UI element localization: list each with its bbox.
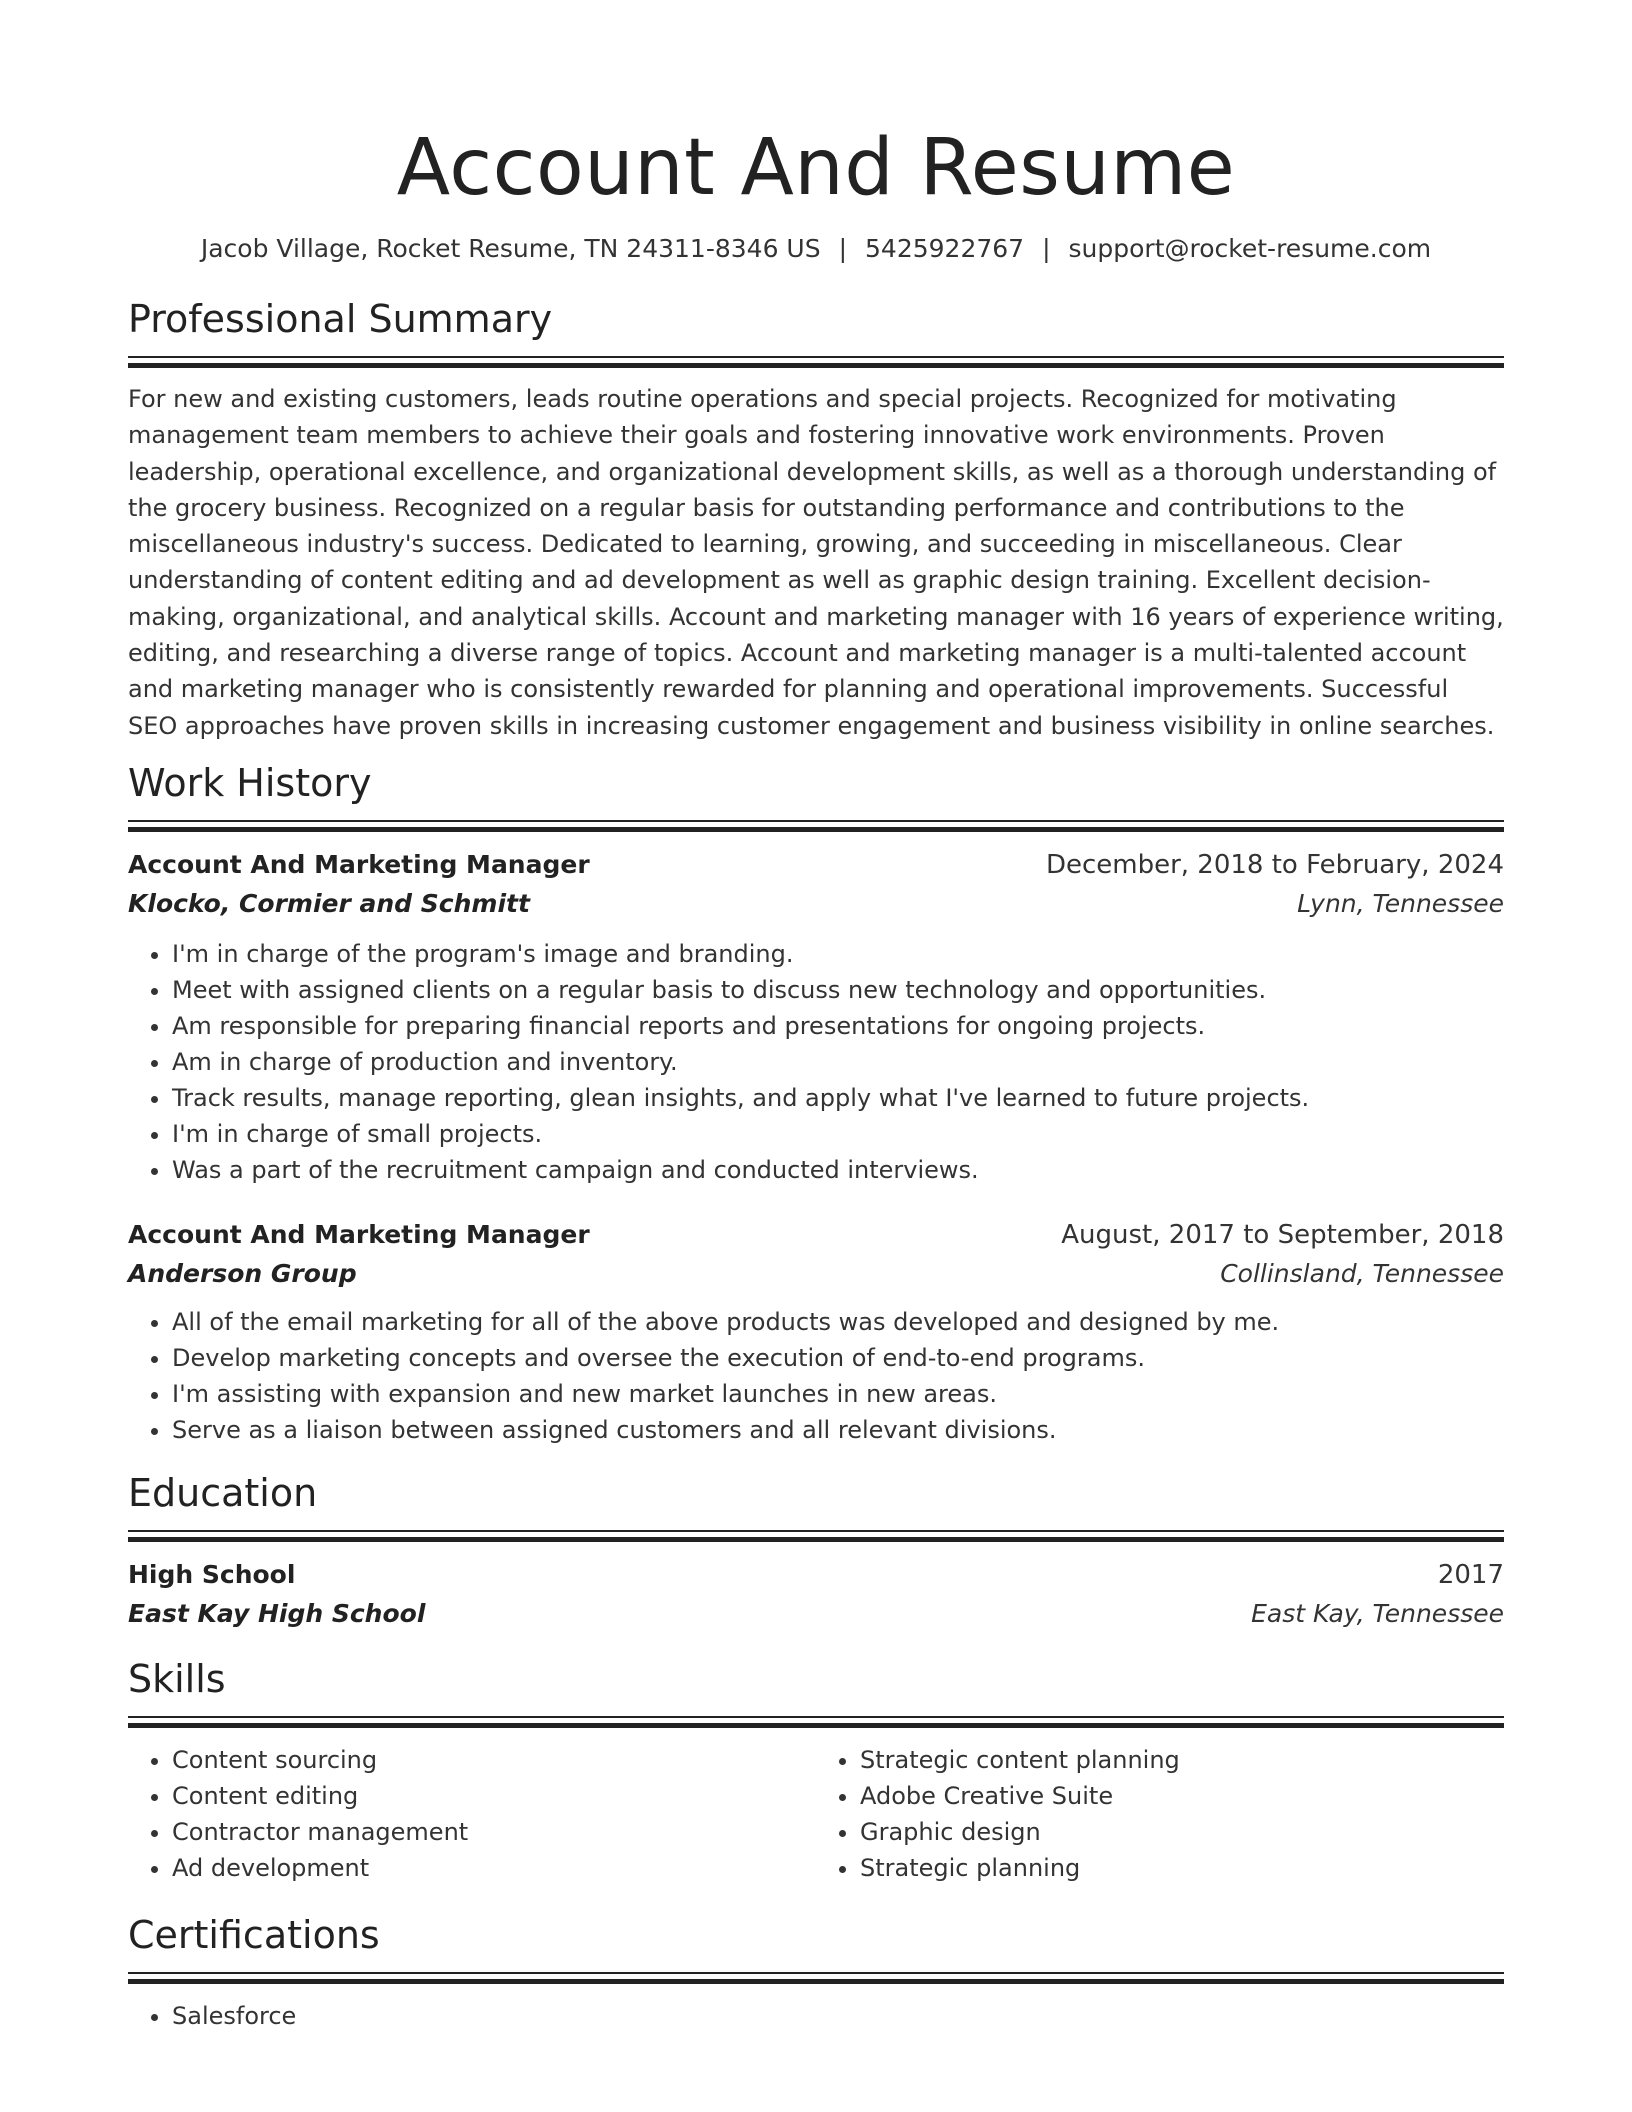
list-item: • Contractor management (172, 1814, 816, 1850)
section-divider (128, 820, 1504, 832)
summary-text: For new and existing customers, leads routine operations and special projects. Recognized for motivating management team members to achieve their goals and fostering innovative work environments. Proven leadership, operational excellence, and organizational development skills, as well as a thorough understanding of the grocery business. Recognized on a regular basis for outstanding performance and contributions to the miscellaneous industry's success. Dedicated to learning, growing, and succeeding in miscellaneous. Clear understanding of content editing and ad development as well as graphic design training. Excellent decision-making, organizational, and analytical skills. Account and marketing manager with 16 years of experience writing, editing, and researching a diverse range of topics. Account and marketing manager is a multi-talented account and marketing manager who is consistently rewarded for planning and operational improvements. Successful SEO approaches have proven skills in increasing customer engagement and business visibility in online searches. (128, 385, 1504, 740)
list-item: • Am responsible for preparing financial reports and presentations for ongoing projects. (172, 1008, 1504, 1044)
contact-email: support@rocket-resume.com (1068, 234, 1432, 263)
skills-list-right (816, 1742, 1504, 1886)
list-item: • Serve as a liaison between assigned customers and all relevant divisions. (172, 1412, 1504, 1448)
job-title: Account And Marketing Manager (128, 1219, 590, 1249)
section-divider (128, 1530, 1504, 1542)
summary-section (128, 296, 1504, 744)
education-degree: High School (128, 1559, 296, 1589)
job-company: Anderson Group (128, 1258, 357, 1288)
section-divider (128, 1972, 1504, 1984)
section-divider (128, 356, 1504, 368)
job-dates: August, 2017 to September, 2018 (1061, 1219, 1504, 1250)
education-year: 2017 (1437, 1559, 1504, 1590)
job-location: Collinsland, Tennessee (1220, 1258, 1504, 1288)
list-item: • Strategic content planning (860, 1742, 1504, 1778)
contact-separator: | (838, 234, 848, 263)
list-item: • Content editing (172, 1778, 816, 1814)
list-item: • I'm in charge of the program's image and branding. (172, 936, 1504, 972)
work-section (128, 760, 1504, 1448)
job-company: Klocko, Cormier and Schmitt (128, 888, 530, 918)
list-item: • Ad development (172, 1850, 816, 1886)
list-item: • Strategic planning (860, 1850, 1504, 1886)
contact-phone: 5425922767 (865, 234, 1025, 263)
job-location: Lynn, Tennessee (1297, 888, 1504, 918)
section-title-certifications: Certifications (128, 1912, 380, 1957)
job-bullets (128, 936, 1504, 1188)
list-item: • Meet with assigned clients on a regular basis to discuss new technology and opportunities. (172, 972, 1504, 1008)
job-entry (128, 1216, 1504, 1448)
contact-address: Jacob Village, Rocket Resume, TN 24311-8346 US (200, 234, 821, 263)
contact-line (128, 232, 1504, 266)
section-title-summary: Professional Summary (128, 297, 553, 341)
skills-list-left (128, 1742, 816, 1886)
job-entry (128, 846, 1504, 1188)
contact-separator: | (1042, 234, 1051, 263)
list-item: • Develop marketing concepts and oversee the execution of end-to-end programs. (172, 1340, 1504, 1376)
list-item: • Content sourcing (172, 1742, 816, 1778)
resume-name: Account And Resume (396, 123, 1236, 213)
list-item: • Adobe Creative Suite (860, 1778, 1504, 1814)
section-divider (128, 1716, 1504, 1728)
list-item: • Was a part of the recruitment campaign and conducted interviews. (172, 1152, 1504, 1188)
certifications-list (128, 1998, 1504, 2034)
job-bullets (128, 1304, 1504, 1448)
list-item: • I'm assisting with expansion and new market launches in new areas. (172, 1376, 1504, 1412)
certifications-section (128, 1912, 1504, 2034)
education-location: East Kay, Tennessee (1251, 1598, 1504, 1628)
skills-grid (128, 1742, 1504, 1886)
education-school: East Kay High School (128, 1598, 426, 1628)
job-dates: December, 2018 to February, 2024 (1045, 849, 1504, 880)
section-title-skills: Skills (128, 1656, 226, 1701)
list-item: • All of the email marketing for all of the above products was developed and designed by me. (172, 1304, 1504, 1340)
section-title-education: Education (128, 1470, 318, 1515)
education-section (128, 1470, 1504, 1634)
list-item: • Salesforce (172, 1998, 1504, 2034)
list-item: • Graphic design (860, 1814, 1504, 1850)
skills-section (128, 1656, 1504, 1886)
job-title: Account And Marketing Manager (128, 849, 590, 879)
list-item: • Am in charge of production and inventory. (172, 1044, 1504, 1080)
section-title-work: Work History (128, 760, 372, 805)
list-item: • I'm in charge of small projects. (172, 1116, 1504, 1152)
list-item: • Track results, manage reporting, glean insights, and apply what I've learned to future projects. (172, 1080, 1504, 1116)
